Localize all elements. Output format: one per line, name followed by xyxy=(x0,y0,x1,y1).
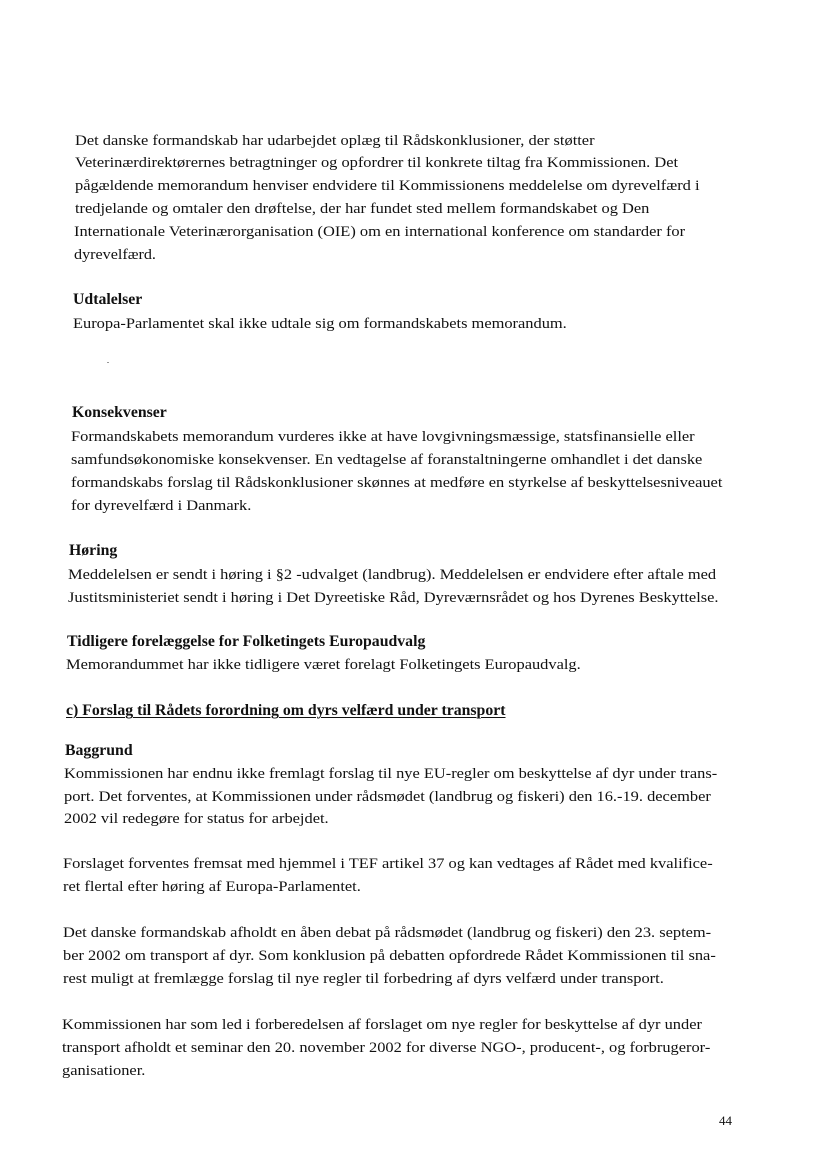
konsekvenser-heading: Konsekvenser xyxy=(72,404,167,421)
konsekvenser-line-2: samfundsøkonomiske konsekvenser. En vedtagelse af foranstaltningerne omhandlet i det danske xyxy=(71,451,703,468)
paragraph-1-line-4: tredjelande og omtaler den drøftelse, der har fundet sted mellem formandskabet og Den xyxy=(75,200,650,217)
paragraph-2-line-1: Forslaget forventes fremsat med hjemmel i TEF artikel 37 og kan vedtages af Rådet med kvalifice- xyxy=(63,855,713,872)
page-number: 44 xyxy=(719,1113,732,1128)
paragraph-1-line-5: Internationale Veterinærorganisation (OIE) om en international konference om standarder for xyxy=(74,223,686,240)
paragraph-4-line-3: ganisationer. xyxy=(62,1062,146,1079)
konsekvenser-line-3: formandskabs forslag til Rådskonklusioner skønnes at medføre en styrkelse af beskyttelsesniveauet xyxy=(71,474,723,491)
paragraph-1-line-6: dyrevelfærd. xyxy=(74,246,156,263)
paragraph-3-line-3: rest muligt at fremlægge forslag til nye regler til forbedring af dyrs velfærd under transport. xyxy=(63,970,664,987)
udtalelser-line-1: Europa-Parlamentet skal ikke udtale sig om formandskabets memorandum. xyxy=(73,315,567,332)
paragraph-2-line-2: ret flertal efter høring af Europa-Parlamentet. xyxy=(63,878,361,895)
baggrund-line-1: Kommissionen har endnu ikke fremlagt forslag til nye EU-regler om beskyttelse af dyr under trans- xyxy=(64,765,718,782)
baggrund-heading: Baggrund xyxy=(65,742,133,759)
paragraph-1-line-2: Veterinærdirektørernes betragtninger og opfordrer til konkrete tiltag fra Kommissionen. Det xyxy=(75,154,679,171)
paragraph-4-line-2: transport afholdt et seminar den 20. november 2002 for diverse NGO-, producent-, og forbrugeror- xyxy=(62,1039,711,1056)
udtalelser-heading: Udtalelser xyxy=(73,291,143,308)
section-c-title: c) Forslag til Rådets forordning om dyrs velfærd under transport xyxy=(66,702,506,719)
paragraph-4-line-1: Kommissionen har som led i forberedelsen af forslaget om nye regler for beskyttelse af dyr under xyxy=(62,1016,702,1033)
konsekvenser-line-1: Formandskabets memorandum vurderes ikke at have lovgivningsmæssige, statsfinansielle eller xyxy=(71,428,695,445)
paragraph-3-line-2: ber 2002 om transport af dyr. Som konklusion på debatten opfordrede Rådet Kommissionen til sna- xyxy=(63,947,716,964)
horing-line-1: Meddelelsen er sendt i høring i §2 -udvalget (landbrug). Meddelelsen er endvidere efter aftale med xyxy=(68,566,717,583)
horing-heading: Høring xyxy=(69,542,118,559)
scan-speck xyxy=(107,362,109,363)
baggrund-line-2: port. Det forventes, at Kommissionen under rådsmødet (landbrug og fiskeri) den 16.-19. december xyxy=(64,788,711,805)
konsekvenser-line-4: for dyrevelfærd i Danmark. xyxy=(71,497,252,514)
baggrund-line-3: 2002 vil redegøre for status for arbejdet. xyxy=(64,810,329,827)
horing-line-2: Justitsministeriet sendt i høring i Det Dyreetiske Råd, Dyreværnsrådet og hos Dyrenes Beskyttelse. xyxy=(68,589,719,606)
paragraph-3-line-1: Det danske formandskab afholdt en åben debat på rådsmødet (landbrug og fiskeri) den 23. septem- xyxy=(63,924,712,941)
tidligere-heading: Tidligere forelæggelse for Folketingets Europaudvalg xyxy=(67,633,426,650)
tidligere-line-1: Memorandummet har ikke tidligere været forelagt Folketingets Europaudvalg. xyxy=(66,656,581,673)
paragraph-1-line-3: pågældende memorandum henviser endvidere til Kommissionens meddelelse om dyrevelfærd i xyxy=(75,177,700,194)
paragraph-1-line-1: Det danske formandskab har udarbejdet oplæg til Rådskonklusioner, der støtter xyxy=(75,132,595,149)
